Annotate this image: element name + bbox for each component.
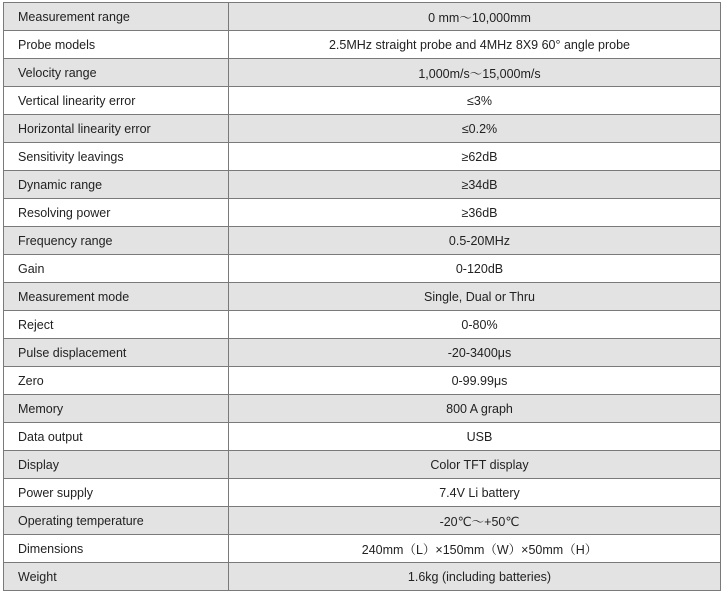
value-cell: ≥62dB	[229, 143, 721, 171]
parameter-cell: Frequency range	[4, 227, 229, 255]
parameter-cell: Memory	[4, 395, 229, 423]
value-cell: 2.5MHz straight probe and 4MHz 8X9 60° angle probe	[229, 31, 721, 59]
table-row	[4, 339, 721, 367]
parameter-cell: Display	[4, 451, 229, 479]
parameter-cell: Gain	[4, 255, 229, 283]
table-row	[4, 507, 721, 535]
parameter-cell: Horizontal linearity error	[4, 115, 229, 143]
specifications-table	[3, 2, 721, 591]
value-cell: Color TFT display	[229, 451, 721, 479]
table-row	[4, 395, 721, 423]
value-cell: 800 A graph	[229, 395, 721, 423]
table-row	[4, 227, 721, 255]
parameter-cell: Sensitivity leavings	[4, 143, 229, 171]
table-row	[4, 311, 721, 339]
parameter-cell: Reject	[4, 311, 229, 339]
parameter-cell: Dynamic range	[4, 171, 229, 199]
value-cell: USB	[229, 423, 721, 451]
parameter-cell: Vertical linearity error	[4, 87, 229, 115]
table-row	[4, 87, 721, 115]
value-cell: 240mm（L）×150mm（W）×50mm（H）	[229, 535, 721, 563]
parameter-cell: Probe models	[4, 31, 229, 59]
parameter-cell: Pulse displacement	[4, 339, 229, 367]
table-row	[4, 423, 721, 451]
parameter-cell: Operating temperature	[4, 507, 229, 535]
table-row	[4, 563, 721, 591]
parameter-cell: Zero	[4, 367, 229, 395]
value-cell: 1.6kg (including batteries)	[229, 563, 721, 591]
value-cell: -20℃～+50℃	[229, 507, 721, 535]
value-cell: 0 mm～10,000mm	[229, 3, 721, 31]
value-cell: ≤0.2%	[229, 115, 721, 143]
table-row	[4, 3, 721, 31]
parameter-cell: Resolving power	[4, 199, 229, 227]
value-cell: 1,000m/s～15,000m/s	[229, 59, 721, 87]
value-cell: 0.5-20MHz	[229, 227, 721, 255]
value-cell: 7.4V Li battery	[229, 479, 721, 507]
table-row	[4, 283, 721, 311]
parameter-cell: Power supply	[4, 479, 229, 507]
value-cell: 0-120dB	[229, 255, 721, 283]
table-row	[4, 59, 721, 87]
specifications-table-body	[4, 3, 721, 591]
parameter-cell: Velocity range	[4, 59, 229, 87]
parameter-cell: Weight	[4, 563, 229, 591]
value-cell: ≥36dB	[229, 199, 721, 227]
table-row	[4, 479, 721, 507]
value-cell: 0-99.99μs	[229, 367, 721, 395]
value-cell: -20-3400μs	[229, 339, 721, 367]
table-row	[4, 115, 721, 143]
value-cell: ≥34dB	[229, 171, 721, 199]
table-row	[4, 367, 721, 395]
value-cell: Single, Dual or Thru	[229, 283, 721, 311]
table-row	[4, 31, 721, 59]
parameter-cell: Measurement mode	[4, 283, 229, 311]
parameter-cell: Dimensions	[4, 535, 229, 563]
table-row	[4, 535, 721, 563]
parameter-cell: Measurement range	[4, 3, 229, 31]
table-row	[4, 451, 721, 479]
value-cell: 0-80%	[229, 311, 721, 339]
value-cell: ≤3%	[229, 87, 721, 115]
table-row	[4, 143, 721, 171]
table-row	[4, 255, 721, 283]
table-row	[4, 199, 721, 227]
parameter-cell: Data output	[4, 423, 229, 451]
table-row	[4, 171, 721, 199]
